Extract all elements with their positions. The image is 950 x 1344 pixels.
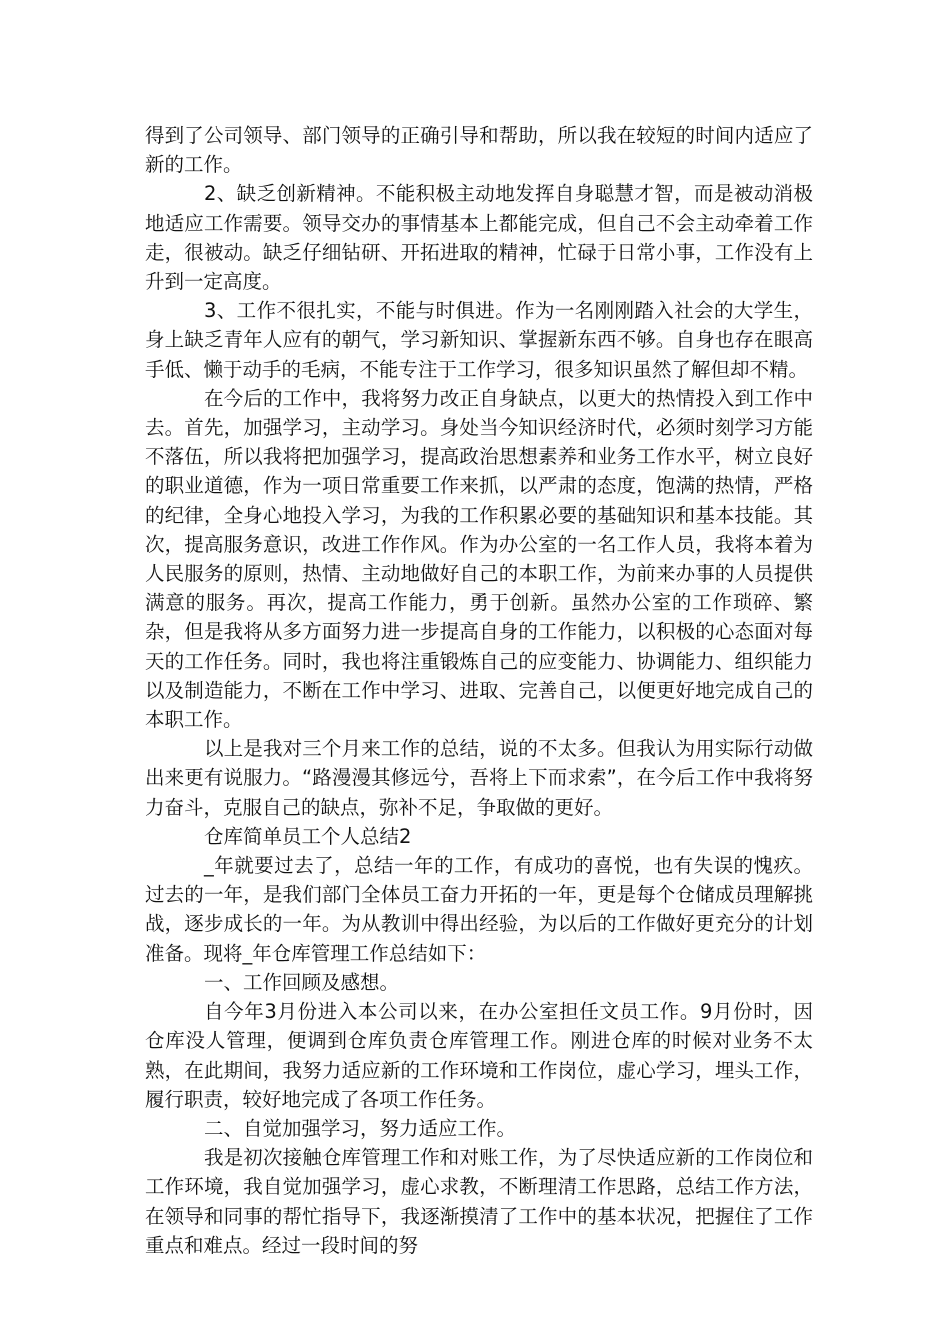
paragraph-conclusion: 以上是我对三个月来工作的总结，说的不太多。但我认为用实际行动做出来更有说服力。“路漫漫其修远兮，吾将上下而求索”，在今后工作中我将努力奋斗，克服自己的缺点，弥补不足，争取做的更好。 bbox=[145, 737, 813, 819]
document-body bbox=[145, 121, 813, 1260]
section-title: 仓库简单员工个人总结2 bbox=[204, 824, 412, 848]
heading-review: 一、工作回顾及感想。 bbox=[204, 970, 400, 994]
paragraph-future-plan: 在今后的工作中，我将努力改正自身缺点，以更大的热情投入到工作中去。首先，加强学习，主动学习。身处当今知识经济时代，必须时刻学习方能不落伍，所以我将把加强学习，提高政治思想素养和业务工作水平，树立良好的职业道德，作为一项日常重要工作来抓，以严肃的态度，饱满的热情，严格的纪律，全身心地投入学习，为我的工作积累必要的基础知识和基本技能。其次，提高服务意识，改进工作作风。作为办公室的一名工作人员，我将本着为人民服务的原则，热情、主动地做好自己的本职工作，为前来办事的人员提供满意的服务。再次，提高工作能力，勇于创新。虽然办公室的工作琐碎、繁杂，但是我将从多方面努力进一步提高自身的工作能力，以积极的心态面对每天的工作任务。同时，我也将注重锻炼自己的应变能力、协调能力、组织能力以及制造能力，不断在工作中学习、进取、完善自己，以便更好地完成自己的本职工作。 bbox=[145, 386, 813, 732]
paragraph-continuation: 得到了公司领导、部门领导的正确引导和帮助，所以我在较短的时间内适应了新的工作。 bbox=[145, 124, 813, 177]
paragraph-intro: _年就要过去了，总结一年的工作，有成功的喜悦，也有失误的愧疚。过去的一年，是我们部门全体员工奋力开拓的一年，更是每个仓储成员理解挑战，逐步成长的一年。为从教训中得出经验，为以后的工作做好更充分的计划准备。现将_年仓库管理工作总结如下： bbox=[145, 854, 813, 965]
paragraph-review: 自今年3月份进入本公司以来，在办公室担任文员工作。9月份时，因仓库没人管理，便调到仓库负责仓库管理工作。刚进仓库的时候对业务不太熟，在此期间，我努力适应新的工作环境和工作岗位，虚心学习，埋头工作，履行职责，较好地完成了各项工作任务。 bbox=[145, 1000, 813, 1111]
paragraph-point-2: 2、缺乏创新精神。不能积极主动地发挥自身聪慧才智，而是被动消极地适应工作需要。领导交办的事情基本上都能完成，但自己不会主动牵着工作走，很被动。缺乏仔细钻研、开拓进取的精神，忙碌于日常小事，工作没有上升到一定高度。 bbox=[145, 182, 813, 294]
paragraph-point-3: 3、工作不很扎实，不能与时俱进。作为一名刚刚踏入社会的大学生，身上缺乏青年人应有的朝气，学习新知识、掌握新东西不够。自身也存在眼高手低、懒于动手的毛病，不能专注于工作学习，很多知识虽然了解但却不精。 bbox=[145, 299, 813, 381]
heading-study: 二、自觉加强学习，努力适应工作。 bbox=[204, 1116, 517, 1140]
paragraph-study: 我是初次接触仓库管理工作和对账工作，为了尽快适应新的工作岗位和工作环境，我自觉加强学习，虚心求教，不断理清工作思路，总结工作方法，在领导和同事的帮忙指导下，我逐渐摸清了工作中的基本状况，把握住了工作重点和难点。经过一段时间的努 bbox=[145, 1146, 813, 1257]
